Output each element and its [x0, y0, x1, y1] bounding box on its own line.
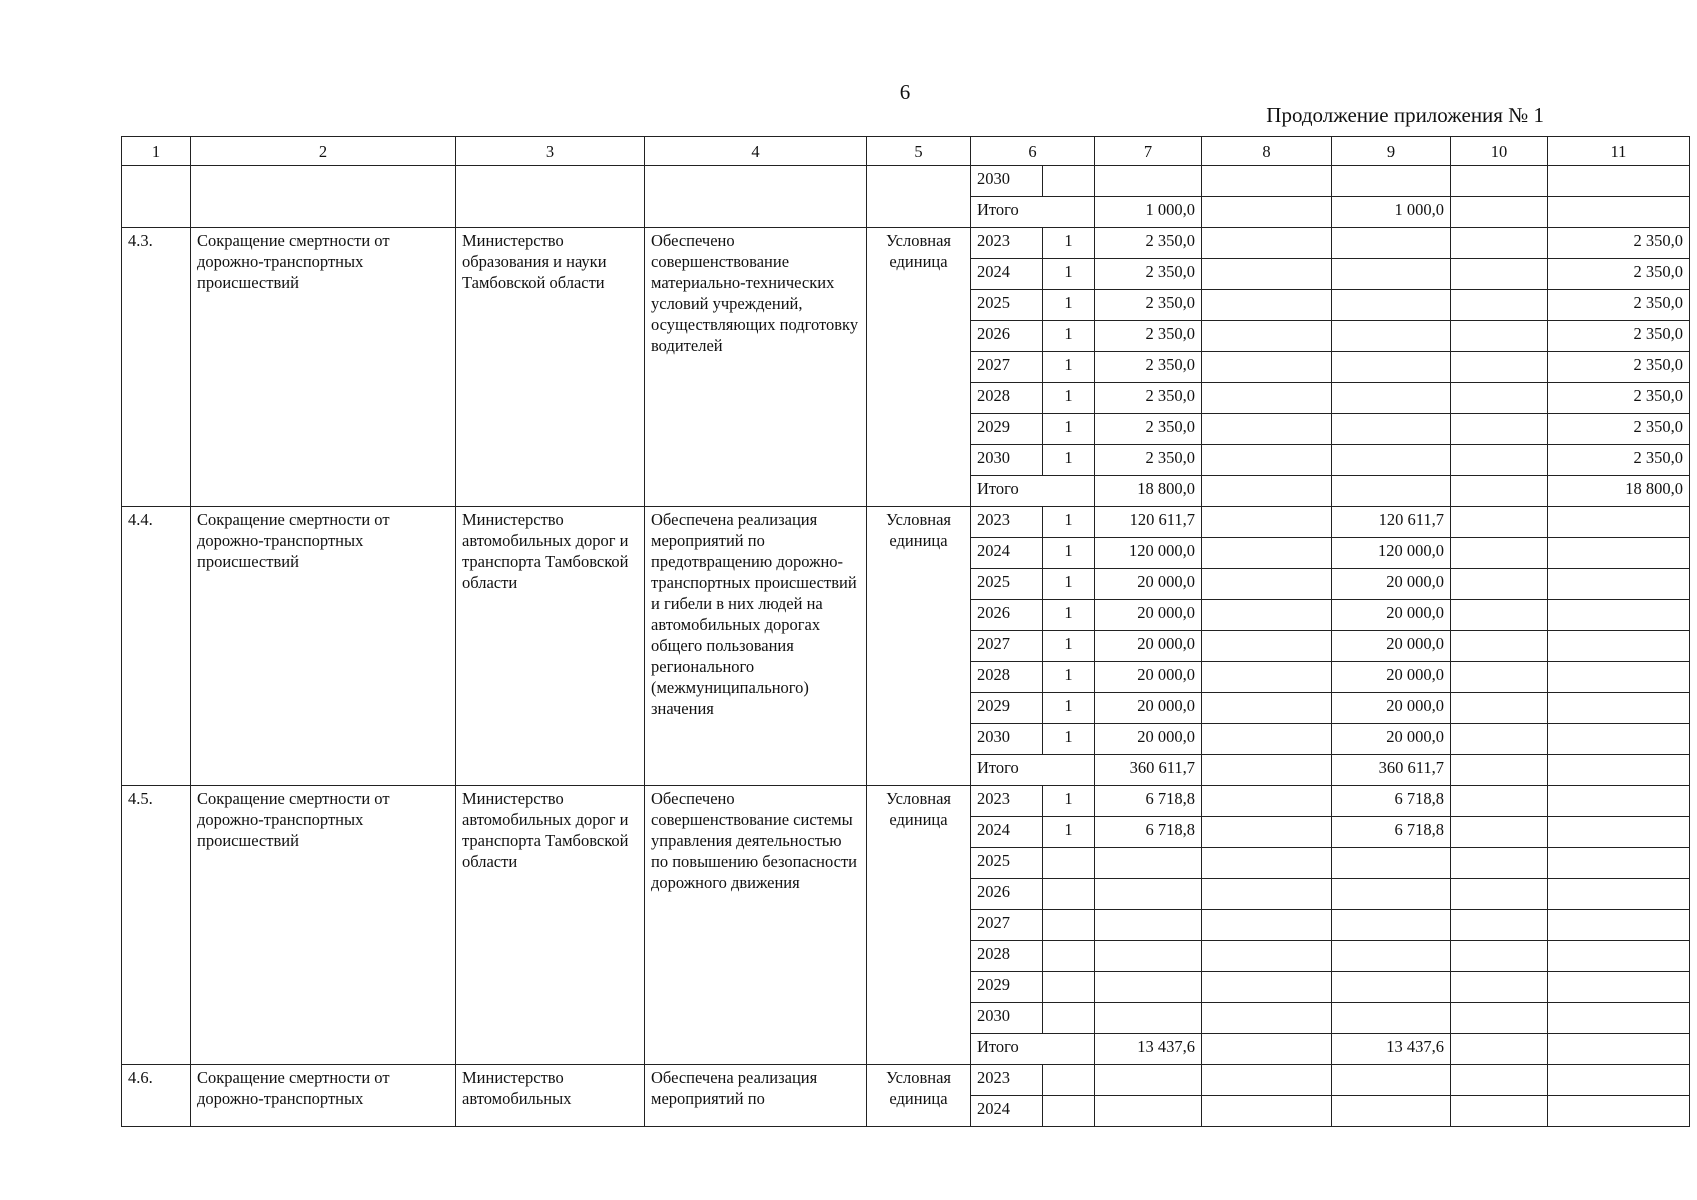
quantity-cell: 1 — [1043, 352, 1095, 383]
quantity-cell: 1 — [1043, 228, 1095, 259]
amount-cell-c11 — [1548, 538, 1690, 569]
amount-cell-c8 — [1202, 941, 1332, 972]
column-header: 9 — [1332, 137, 1451, 166]
amount-cell-c9 — [1332, 166, 1451, 197]
result-cell: Обеспечено совершенствование системы управления деятельностью по повышению безопасности дорожного движения — [645, 786, 867, 1065]
year-cell: 2029 — [971, 972, 1043, 1003]
column-header: 2 — [191, 137, 456, 166]
amount-cell-c8 — [1202, 383, 1332, 414]
amount-cell-c11: 2 350,0 — [1548, 259, 1690, 290]
amount-cell-c10 — [1451, 507, 1548, 538]
amount-cell-c7 — [1095, 879, 1202, 910]
quantity-cell: 1 — [1043, 662, 1095, 693]
amount-cell-c7 — [1095, 941, 1202, 972]
amount-cell-c9: 120 000,0 — [1332, 538, 1451, 569]
amount-cell-c10 — [1451, 941, 1548, 972]
quantity-cell — [1043, 941, 1095, 972]
amount-cell-c8 — [1202, 910, 1332, 941]
empty-cell — [191, 166, 456, 228]
amount-cell-c11 — [1548, 755, 1690, 786]
amount-cell-c11 — [1548, 507, 1690, 538]
year-cell: 2024 — [971, 538, 1043, 569]
amount-cell-c10 — [1451, 476, 1548, 507]
amount-cell-c7: 20 000,0 — [1095, 693, 1202, 724]
amount-cell-c11 — [1548, 166, 1690, 197]
amount-cell-c9: 120 611,7 — [1332, 507, 1451, 538]
goal-cell: Сокращение смертности от дорожно-транспортных происшествий — [191, 507, 456, 786]
amount-cell-c8 — [1202, 817, 1332, 848]
column-header: 11 — [1548, 137, 1690, 166]
amount-cell-c7: 2 350,0 — [1095, 352, 1202, 383]
column-header: 7 — [1095, 137, 1202, 166]
quantity-cell: 1 — [1043, 414, 1095, 445]
amount-cell-c7: 6 718,8 — [1095, 817, 1202, 848]
amount-cell-c9: 20 000,0 — [1332, 662, 1451, 693]
amount-cell-c11 — [1548, 724, 1690, 755]
empty-cell — [645, 166, 867, 228]
amount-cell-c10 — [1451, 166, 1548, 197]
quantity-cell: 1 — [1043, 321, 1095, 352]
table-row — [122, 228, 1690, 259]
quantity-cell: 1 — [1043, 724, 1095, 755]
year-cell: 2027 — [971, 352, 1043, 383]
amount-cell-c11 — [1548, 569, 1690, 600]
amount-cell-c9 — [1332, 352, 1451, 383]
amount-cell-c9: 20 000,0 — [1332, 600, 1451, 631]
quantity-cell — [1043, 910, 1095, 941]
table-row — [122, 786, 1690, 817]
amount-cell-c11: 2 350,0 — [1548, 414, 1690, 445]
column-header: 3 — [456, 137, 645, 166]
amount-cell-c7: 20 000,0 — [1095, 600, 1202, 631]
result-cell: Обеспечено совершенствование материально-технических условий учреждений, осуществляющих подготовку водителей — [645, 228, 867, 507]
quantity-cell: 1 — [1043, 507, 1095, 538]
year-cell: 2025 — [971, 848, 1043, 879]
amount-cell-c8 — [1202, 693, 1332, 724]
year-cell: 2027 — [971, 631, 1043, 662]
amount-cell-c9: 6 718,8 — [1332, 786, 1451, 817]
amount-cell-c10 — [1451, 228, 1548, 259]
amount-cell-c7: 2 350,0 — [1095, 445, 1202, 476]
year-cell: 2028 — [971, 383, 1043, 414]
amount-cell-c9 — [1332, 445, 1451, 476]
unit-cell: Условная единица — [867, 228, 971, 507]
amount-cell-c10 — [1451, 879, 1548, 910]
amount-cell-c7: 1 000,0 — [1095, 197, 1202, 228]
amount-cell-c10 — [1451, 352, 1548, 383]
amount-cell-c7 — [1095, 910, 1202, 941]
amount-cell-c11 — [1548, 910, 1690, 941]
quantity-cell — [1043, 166, 1095, 197]
amount-cell-c11 — [1548, 1034, 1690, 1065]
amount-cell-c7: 20 000,0 — [1095, 569, 1202, 600]
column-header: 10 — [1451, 137, 1548, 166]
amount-cell-c11 — [1548, 1003, 1690, 1034]
amount-cell-c7: 6 718,8 — [1095, 786, 1202, 817]
year-cell: 2030 — [971, 1003, 1043, 1034]
amount-cell-c11 — [1548, 600, 1690, 631]
amount-cell-c10 — [1451, 786, 1548, 817]
amount-cell-c9 — [1332, 848, 1451, 879]
amount-cell-c9: 360 611,7 — [1332, 755, 1451, 786]
amount-cell-c10 — [1451, 631, 1548, 662]
continuation-label: Продолжение приложения № 1 — [1266, 103, 1544, 127]
amount-cell-c8 — [1202, 445, 1332, 476]
data-table — [121, 136, 1690, 1127]
amount-cell-c11 — [1548, 848, 1690, 879]
year-cell: 2025 — [971, 290, 1043, 321]
amount-cell-c7: 2 350,0 — [1095, 228, 1202, 259]
year-cell: 2024 — [971, 817, 1043, 848]
amount-cell-c11 — [1548, 786, 1690, 817]
amount-cell-c7: 120 611,7 — [1095, 507, 1202, 538]
amount-cell-c10 — [1451, 972, 1548, 1003]
empty-cell — [456, 166, 645, 228]
amount-cell-c9 — [1332, 1003, 1451, 1034]
year-cell: 2026 — [971, 321, 1043, 352]
item-number: 4.6. — [122, 1065, 191, 1127]
column-header: 8 — [1202, 137, 1332, 166]
amount-cell-c8 — [1202, 755, 1332, 786]
year-cell: 2026 — [971, 600, 1043, 631]
year-cell: 2030 — [971, 445, 1043, 476]
quantity-cell: 1 — [1043, 383, 1095, 414]
amount-cell-c10 — [1451, 321, 1548, 352]
amount-cell-c10 — [1451, 259, 1548, 290]
quantity-cell — [1043, 1003, 1095, 1034]
amount-cell-c7: 2 350,0 — [1095, 259, 1202, 290]
amount-cell-c9: 20 000,0 — [1332, 693, 1451, 724]
amount-cell-c8 — [1202, 786, 1332, 817]
column-header: 4 — [645, 137, 867, 166]
empty-cell — [867, 166, 971, 228]
year-cell: 2023 — [971, 507, 1043, 538]
amount-cell-c11: 2 350,0 — [1548, 383, 1690, 414]
amount-cell-c11 — [1548, 879, 1690, 910]
amount-cell-c9 — [1332, 1065, 1451, 1096]
amount-cell-c10 — [1451, 693, 1548, 724]
amount-cell-c8 — [1202, 197, 1332, 228]
executor-cell: Министерство автомобильных дорог и транспорта Тамбовской области — [456, 507, 645, 786]
amount-cell-c8 — [1202, 600, 1332, 631]
amount-cell-c8 — [1202, 1096, 1332, 1127]
empty-cell — [122, 166, 191, 228]
amount-cell-c10 — [1451, 290, 1548, 321]
amount-cell-c11 — [1548, 941, 1690, 972]
table-row — [122, 166, 1690, 197]
goal-cell: Сокращение смертности от дорожно-транспортных происшествий — [191, 228, 456, 507]
executor-cell: Министерство автомобильных дорог и транспорта Тамбовской области — [456, 786, 645, 1065]
amount-cell-c10 — [1451, 848, 1548, 879]
year-cell: 2023 — [971, 1065, 1043, 1096]
year-cell: 2025 — [971, 569, 1043, 600]
amount-cell-c11 — [1548, 817, 1690, 848]
amount-cell-c8 — [1202, 538, 1332, 569]
amount-cell-c11 — [1548, 197, 1690, 228]
column-header: 6 — [971, 137, 1095, 166]
amount-cell-c10 — [1451, 1096, 1548, 1127]
amount-cell-c9 — [1332, 476, 1451, 507]
amount-cell-c10 — [1451, 1065, 1548, 1096]
amount-cell-c9 — [1332, 972, 1451, 1003]
amount-cell-c8 — [1202, 259, 1332, 290]
amount-cell-c7 — [1095, 166, 1202, 197]
amount-cell-c8 — [1202, 569, 1332, 600]
amount-cell-c11 — [1548, 631, 1690, 662]
result-cell: Обеспечена реализация мероприятий по предотвращению дорожно-транспортных происшествий и гибели в них людей на автомобильных дорогах общего пользования регионального (межмуниципального) значения — [645, 507, 867, 786]
amount-cell-c9: 13 437,6 — [1332, 1034, 1451, 1065]
amount-cell-c9: 20 000,0 — [1332, 569, 1451, 600]
amount-cell-c10 — [1451, 1034, 1548, 1065]
year-cell: 2028 — [971, 941, 1043, 972]
total-label-cell: Итого — [971, 197, 1095, 228]
amount-cell-c11 — [1548, 972, 1690, 1003]
amount-cell-c11 — [1548, 693, 1690, 724]
amount-cell-c9 — [1332, 414, 1451, 445]
year-cell: 2027 — [971, 910, 1043, 941]
column-header: 5 — [867, 137, 971, 166]
year-cell: 2028 — [971, 662, 1043, 693]
executor-cell: Министерство образования и науки Тамбовской области — [456, 228, 645, 507]
amount-cell-c10 — [1451, 383, 1548, 414]
year-cell: 2023 — [971, 228, 1043, 259]
amount-cell-c9 — [1332, 321, 1451, 352]
result-cell: Обеспечена реализация мероприятий по — [645, 1065, 867, 1127]
amount-cell-c9: 20 000,0 — [1332, 631, 1451, 662]
amount-cell-c10 — [1451, 538, 1548, 569]
quantity-cell — [1043, 1096, 1095, 1127]
year-cell: 2024 — [971, 1096, 1043, 1127]
amount-cell-c8 — [1202, 662, 1332, 693]
amount-cell-c8 — [1202, 848, 1332, 879]
amount-cell-c8 — [1202, 1065, 1332, 1096]
item-number: 4.4. — [122, 507, 191, 786]
total-label-cell: Итого — [971, 755, 1095, 786]
amount-cell-c7: 20 000,0 — [1095, 631, 1202, 662]
amount-cell-c7 — [1095, 1096, 1202, 1127]
amount-cell-c11: 2 350,0 — [1548, 321, 1690, 352]
amount-cell-c7: 20 000,0 — [1095, 724, 1202, 755]
amount-cell-c7: 18 800,0 — [1095, 476, 1202, 507]
amount-cell-c7: 360 611,7 — [1095, 755, 1202, 786]
table-row — [122, 1065, 1690, 1096]
amount-cell-c11 — [1548, 1065, 1690, 1096]
amount-cell-c7: 2 350,0 — [1095, 383, 1202, 414]
amount-cell-c10 — [1451, 445, 1548, 476]
header-row — [122, 137, 1690, 166]
amount-cell-c9 — [1332, 383, 1451, 414]
amount-cell-c9 — [1332, 941, 1451, 972]
amount-cell-c8 — [1202, 972, 1332, 1003]
amount-cell-c11: 2 350,0 — [1548, 352, 1690, 383]
quantity-cell: 1 — [1043, 259, 1095, 290]
column-header: 1 — [122, 137, 191, 166]
amount-cell-c7: 2 350,0 — [1095, 290, 1202, 321]
quantity-cell: 1 — [1043, 631, 1095, 662]
quantity-cell — [1043, 972, 1095, 1003]
amount-cell-c7 — [1095, 972, 1202, 1003]
amount-cell-c10 — [1451, 755, 1548, 786]
amount-cell-c8 — [1202, 476, 1332, 507]
amount-cell-c11: 2 350,0 — [1548, 445, 1690, 476]
amount-cell-c9 — [1332, 290, 1451, 321]
amount-cell-c7 — [1095, 848, 1202, 879]
amount-cell-c8 — [1202, 228, 1332, 259]
amount-cell-c7: 120 000,0 — [1095, 538, 1202, 569]
amount-cell-c8 — [1202, 1003, 1332, 1034]
amount-cell-c10 — [1451, 600, 1548, 631]
year-cell: 2026 — [971, 879, 1043, 910]
amount-cell-c8 — [1202, 414, 1332, 445]
amount-cell-c8 — [1202, 631, 1332, 662]
amount-cell-c7: 2 350,0 — [1095, 414, 1202, 445]
page-number: 6 — [899, 80, 911, 104]
amount-cell-c8 — [1202, 166, 1332, 197]
amount-cell-c9 — [1332, 228, 1451, 259]
amount-cell-c11 — [1548, 662, 1690, 693]
amount-cell-c9: 20 000,0 — [1332, 724, 1451, 755]
amount-cell-c7: 2 350,0 — [1095, 321, 1202, 352]
amount-cell-c8 — [1202, 290, 1332, 321]
unit-cell: Условная единица — [867, 786, 971, 1065]
quantity-cell: 1 — [1043, 600, 1095, 631]
quantity-cell: 1 — [1043, 817, 1095, 848]
amount-cell-c10 — [1451, 569, 1548, 600]
amount-cell-c8 — [1202, 352, 1332, 383]
executor-cell: Министерство автомобильных — [456, 1065, 645, 1127]
unit-cell: Условная единица — [867, 1065, 971, 1127]
year-cell: 2023 — [971, 786, 1043, 817]
quantity-cell: 1 — [1043, 445, 1095, 476]
amount-cell-c8 — [1202, 1034, 1332, 1065]
year-cell: 2024 — [971, 259, 1043, 290]
amount-cell-c9 — [1332, 879, 1451, 910]
amount-cell-c7 — [1095, 1003, 1202, 1034]
amount-cell-c7: 13 437,6 — [1095, 1034, 1202, 1065]
total-label-cell: Итого — [971, 1034, 1095, 1065]
quantity-cell — [1043, 848, 1095, 879]
item-number: 4.5. — [122, 786, 191, 1065]
goal-cell: Сокращение смертности от дорожно-транспортных происшествий — [191, 786, 456, 1065]
amount-cell-c10 — [1451, 1003, 1548, 1034]
quantity-cell: 1 — [1043, 693, 1095, 724]
year-cell: 2029 — [971, 693, 1043, 724]
amount-cell-c8 — [1202, 507, 1332, 538]
amount-cell-c10 — [1451, 817, 1548, 848]
amount-cell-c10 — [1451, 724, 1548, 755]
amount-cell-c11 — [1548, 1096, 1690, 1127]
unit-cell: Условная единица — [867, 507, 971, 786]
amount-cell-c8 — [1202, 321, 1332, 352]
amount-cell-c10 — [1451, 414, 1548, 445]
amount-cell-c10 — [1451, 910, 1548, 941]
quantity-cell — [1043, 1065, 1095, 1096]
amount-cell-c10 — [1451, 197, 1548, 228]
amount-cell-c9: 6 718,8 — [1332, 817, 1451, 848]
total-label-cell: Итого — [971, 476, 1095, 507]
amount-cell-c8 — [1202, 879, 1332, 910]
quantity-cell: 1 — [1043, 569, 1095, 600]
amount-cell-c8 — [1202, 724, 1332, 755]
table-row — [122, 507, 1690, 538]
amount-cell-c7: 20 000,0 — [1095, 662, 1202, 693]
quantity-cell: 1 — [1043, 538, 1095, 569]
goal-cell: Сокращение смертности от дорожно-транспортных — [191, 1065, 456, 1127]
amount-cell-c9 — [1332, 259, 1451, 290]
amount-cell-c10 — [1451, 662, 1548, 693]
quantity-cell: 1 — [1043, 786, 1095, 817]
amount-cell-c9 — [1332, 910, 1451, 941]
amount-cell-c9: 1 000,0 — [1332, 197, 1451, 228]
amount-cell-c11: 2 350,0 — [1548, 228, 1690, 259]
year-cell: 2030 — [971, 724, 1043, 755]
year-cell: 2029 — [971, 414, 1043, 445]
item-number: 4.3. — [122, 228, 191, 507]
quantity-cell: 1 — [1043, 290, 1095, 321]
amount-cell-c11: 18 800,0 — [1548, 476, 1690, 507]
amount-cell-c11: 2 350,0 — [1548, 290, 1690, 321]
amount-cell-c9 — [1332, 1096, 1451, 1127]
quantity-cell — [1043, 879, 1095, 910]
amount-cell-c7 — [1095, 1065, 1202, 1096]
year-cell: 2030 — [971, 166, 1043, 197]
